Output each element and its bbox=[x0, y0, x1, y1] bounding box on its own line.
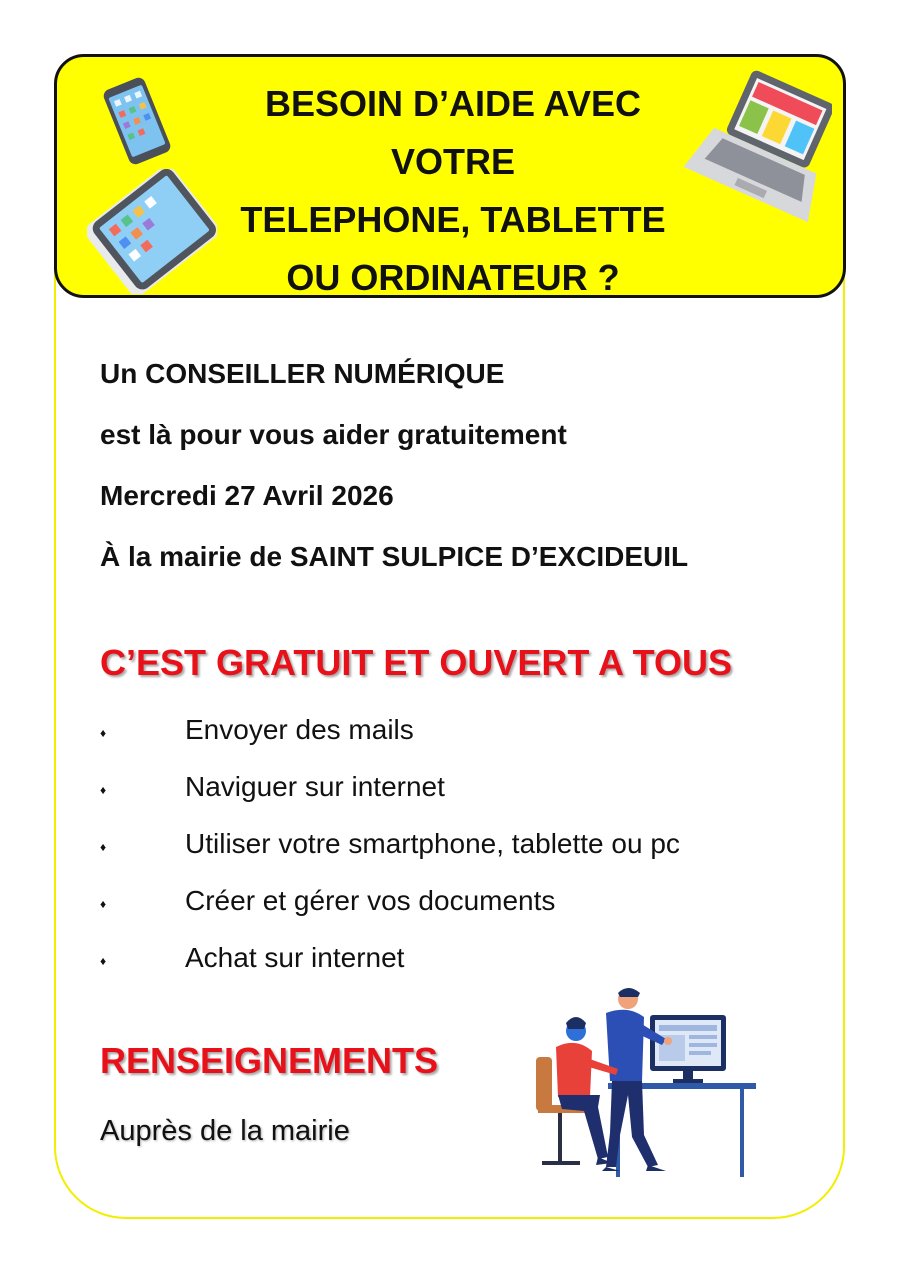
free-heading: C’EST GRATUIT ET OUVERT A TOUS bbox=[100, 642, 733, 683]
services-list bbox=[100, 710, 800, 995]
diamond-bullet-icon: ♦ bbox=[100, 783, 107, 797]
tablet-icon bbox=[87, 169, 217, 294]
list-item-label: Créer et gérer vos documents bbox=[185, 885, 556, 916]
header-title bbox=[207, 75, 699, 307]
header-banner bbox=[54, 54, 846, 298]
title-line-2: VOTRE bbox=[390, 141, 515, 182]
diamond-bullet-icon: ♦ bbox=[100, 954, 107, 968]
title-line-1: BESOIN D’AIDE AVEC bbox=[264, 83, 642, 124]
smartphone-icon bbox=[97, 75, 177, 167]
intro-line-1: Un CONSEILLER NUMÉRIQUE bbox=[100, 358, 505, 389]
list-item bbox=[100, 710, 800, 767]
list-item-label: Utiliser votre smartphone, tablette ou pc bbox=[185, 828, 680, 859]
diamond-bullet-icon: ♦ bbox=[100, 897, 107, 911]
diamond-bullet-icon: ♦ bbox=[100, 726, 107, 740]
laptop-icon bbox=[682, 67, 832, 232]
list-item bbox=[100, 824, 800, 881]
intro-line-2: est là pour vous aider gratuitement bbox=[100, 419, 567, 450]
title-line-3: TELEPHONE, TABLETTE bbox=[240, 199, 666, 240]
people-at-computer-illustration bbox=[528, 985, 763, 1180]
list-item-label: Achat sur internet bbox=[185, 942, 405, 973]
contact-text: Auprès de la mairie bbox=[100, 1115, 350, 1147]
info-heading: RENSEIGNEMENTS bbox=[100, 1040, 439, 1081]
intro-line-3: Mercredi 27 Avril 2026 bbox=[100, 480, 394, 511]
list-item-label: Naviguer sur internet bbox=[185, 771, 445, 802]
intro-text bbox=[100, 350, 820, 594]
diamond-bullet-icon: ♦ bbox=[100, 840, 107, 854]
list-item bbox=[100, 881, 800, 938]
title-line-4: OU ORDINATEUR ? bbox=[286, 257, 620, 298]
list-item-label: Envoyer des mails bbox=[185, 714, 414, 745]
intro-line-4: À la mairie de SAINT SULPICE D’EXCIDEUIL bbox=[100, 541, 689, 572]
list-item bbox=[100, 767, 800, 824]
